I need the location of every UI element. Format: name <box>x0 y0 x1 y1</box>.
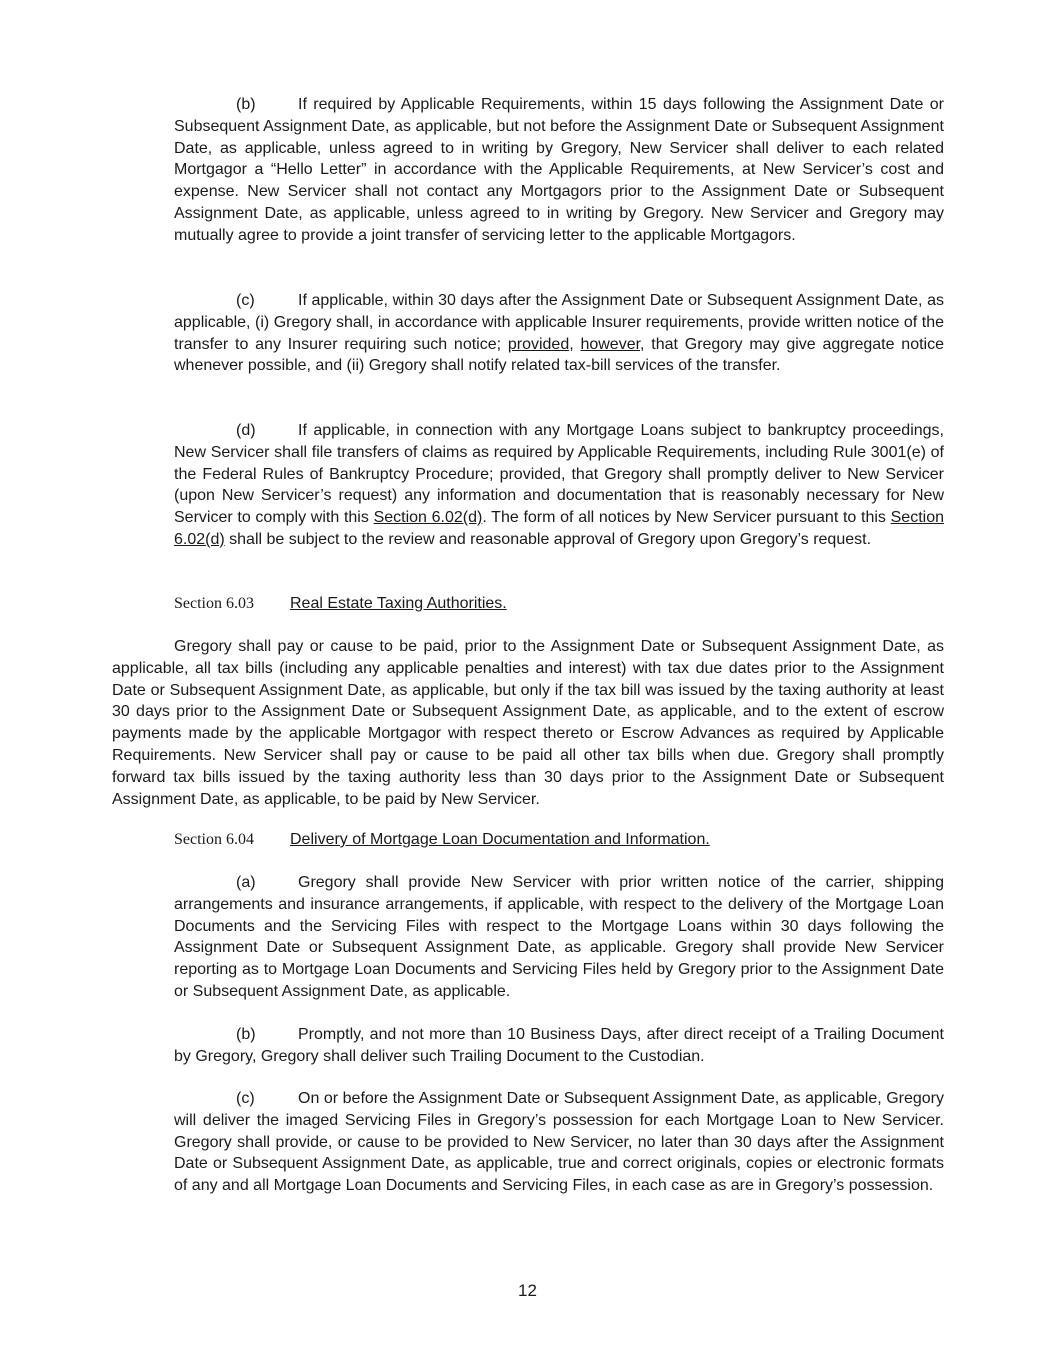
paragraph-c-insurer-notice <box>174 290 944 377</box>
section-title: Delivery of Mortgage Loan Documentation and Information. <box>290 831 710 848</box>
paragraph-marker: (c) <box>236 1090 255 1107</box>
paragraph-marker: (d) <box>236 422 256 439</box>
section-heading-6-04 <box>174 829 710 851</box>
paragraph-text: . The form of all notices by New Servicer pursuant to this <box>482 509 891 527</box>
paragraph-c-servicing-files <box>174 1088 944 1197</box>
provided-term: provided <box>507 335 570 353</box>
paragraph-text: shall be subject to the review and reasonable approval of Gregory upon Gregory’s request. <box>224 530 872 548</box>
page-number: 12 <box>518 1281 537 1300</box>
paragraph-text: , that Gregory may give aggregate notice whenever possible, and (ii) Gregory shall notify related tax-bill services of the transfer. <box>174 335 944 375</box>
separator-text: , <box>569 335 581 353</box>
paragraph-text: Promptly, and not more than 10 Business Days, after direct receipt of a Trailing Document by Gregory, Gregory shall deliver such Trailing Document to the Custodian. <box>174 1026 944 1065</box>
paragraph-text: Gregory shall provide New Servicer with prior written notice of the carrier, shipping arrangements and insurance arrangements, if applicable, with respect to the delivery of the Mortgage Loan Documents and the Servicing Files with respect to the Mortgage Loans within 30 days following the Assignment Date or Subsequent Assignment Date, as applicable. Gregory shall provide New Servicer reporting as to Mortgage Loan Documents and Servicing Files held by Gregory prior to the Assignment Date or Subsequent Assignment Date, as applicable. <box>174 874 944 1000</box>
paragraph-marker: (c) <box>236 292 255 309</box>
paragraph-text: If required by Applicable Requirements, within 15 days following the Assignment Date or Subsequent Assignment Date, as applicable, but not before the Assignment Date or Subsequent Assignment Date, as applicable, unless agreed to in writing by Gregory, New Servicer shall deliver to each related Mortgagor a “Hello Letter” in accordance with the Applicable Requirements, at New Servicer’s cost and expense. New Servicer shall not contact any Mortgagors prior to the Assignment Date or Subsequent Assignment Date, as applicable, unless agreed to in writing by Gregory. New Servicer and Gregory may mutually agree to provide a joint transfer of servicing letter to the applicable Mortgagors. <box>174 96 944 244</box>
section-reference: Section 6.02(d) <box>174 509 944 548</box>
paragraph-text: On or before the Assignment Date or Subsequent Assignment Date, as applicable, Gregory will deliver the imaged Servicing Files in Gregory’s possession for each Mortgage Loan to New Servicer. Gregory shall provide, or cause to be provided to New Servicer, no later than 30 days after the Assignment Date or Subsequent Assignment Date, as applicable, true and correct originals, copies or electronic formats of any and all Mortgage Loan Documents and Servicing Files, in each case as are in Gregory’s possession. <box>174 1090 944 1195</box>
paragraph-text: If applicable, in connection with any Mortgage Loans subject to bankruptcy proceedings, New Servicer shall file transfers of claims as required by Applicable Requirements, including Rule 3001(e) of the Federal Rules of Bankruptcy Procedure; provided, that Gregory shall promptly deliver to New Servicer (upon New Servicer’s request) any information and documentation that is reasonably necessary for New Servicer to comply with this <box>174 422 944 527</box>
paragraph-marker: (b) <box>236 96 256 113</box>
paragraph-b-trailing-document <box>174 1024 944 1068</box>
section-number: Section 6.04 <box>174 831 254 848</box>
however-term: however <box>580 335 641 353</box>
section-heading-6-03 <box>174 593 507 615</box>
paragraph-b-hello-letter <box>174 94 944 247</box>
section-number: Section 6.03 <box>174 595 254 612</box>
paragraph-d-bankruptcy <box>174 420 944 551</box>
paragraph-marker: (a) <box>236 874 256 891</box>
paragraph-a-delivery-notice <box>174 872 944 1003</box>
section-reference: Section 6.02(d) <box>373 509 483 527</box>
paragraph-marker: (b) <box>236 1026 256 1043</box>
section-title: Real Estate Taxing Authorities. <box>290 595 507 612</box>
paragraph-text: If applicable, within 30 days after the Assignment Date or Subsequent Assignment Date, as applicable, (i) Gregory shall, in accordance with applicable Insurer requirements, provide written notice of the transfer to any Insurer requiring such notice; <box>174 292 944 353</box>
paragraph-tax-bills: Gregory shall pay or cause to be paid, prior to the Assignment Date or Subsequent Assignment Date, as applicable, all tax bills (including any applicable penalties and interest) with tax due dates prior to the Assignment Date or Subsequent Assignment Date, as applicable, but only if the tax bill was issued by the taxing authority at least 30 days prior to the Assignment Date or Subsequent Assignment Date, as applicable, and to the extent of escrow payments made by the applicable Mortgagor with respect thereto or Escrow Advances as required by Applicable Requirements. New Servicer shall pay or cause to be paid all other tax bills when due. Gregory shall promptly forward tax bills issued by the taxing authority less than 30 days prior to the Assignment Date or Subsequent Assignment Date, as applicable, to be paid by New Servicer. <box>112 638 944 808</box>
